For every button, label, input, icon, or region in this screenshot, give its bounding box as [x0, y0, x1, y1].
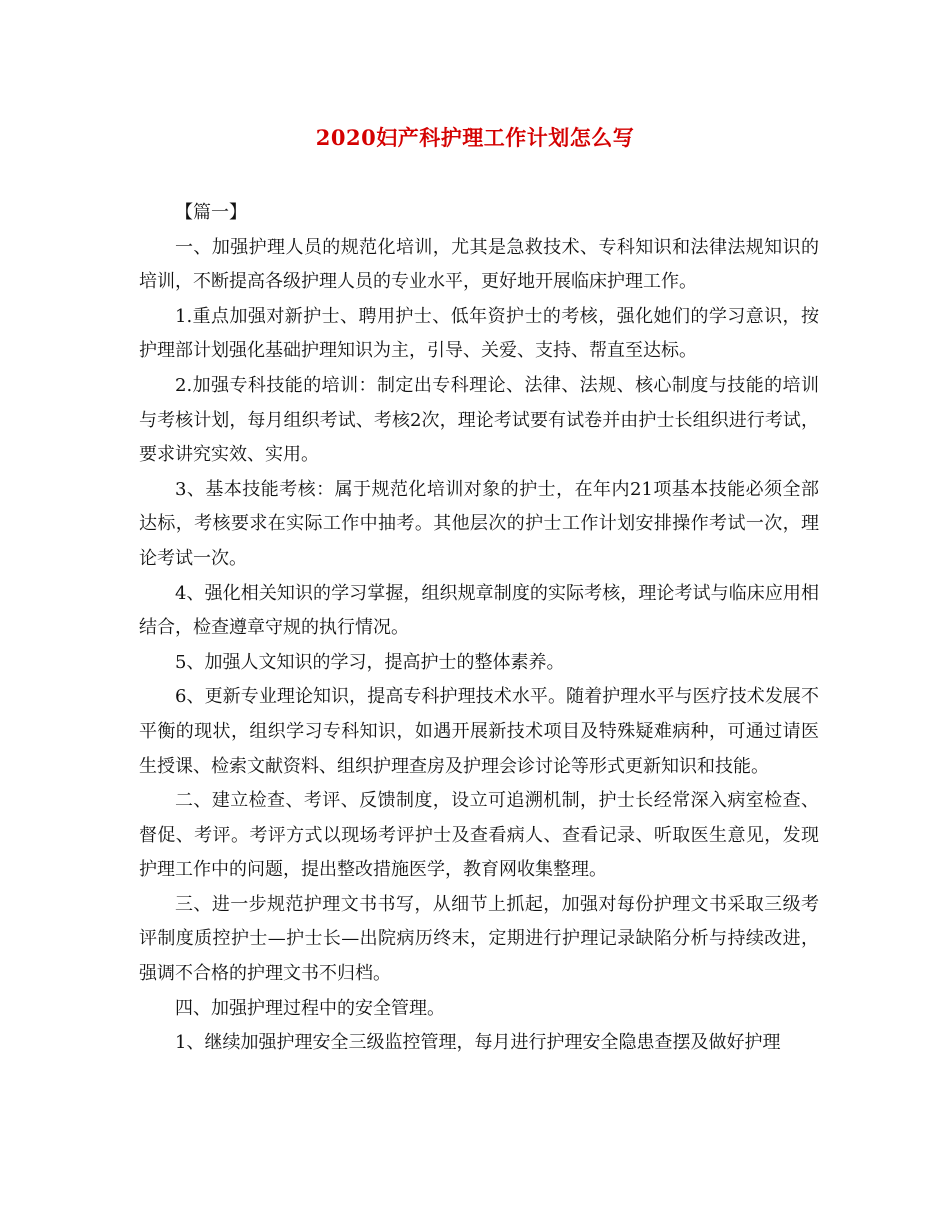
document-body [139, 196, 819, 1061]
paragraph: 三、进一步规范护理文书书写，从细节上抓起，加强对每份护理文书采取三级考评制度质控护士—护士长—出院病历终末，定期进行护理记录缺陷分析与持续改进，强调不合格的护理文书不归档。 [139, 893, 819, 985]
paragraph: 一、加强护理人员的规范化培训，尤其是急救技术、专科知识和法律法规知识的培训，不断提高各级护理人员的专业水平，更好地开展临床护理工作。 [139, 236, 819, 293]
paragraph: 2.加强专科技能的培训：制定出专科理论、法律、法规、核心制度与技能的培训与考核计划，每月组织考试、考核2次，理论考试要有试卷并由护士长组织进行考试，要求讲究实效、实用。 [139, 374, 819, 466]
paragraph: 5、加强人文知识的学习，提高护士的整体素养。 [175, 651, 565, 673]
paragraph: 3、基本技能考核：属于规范化培训对象的护士，在年内21项基本技能必须全部达标，考核要求在实际工作中抽考。其他层次的护士工作计划安排操作考试一次，理论考试一次。 [139, 478, 819, 569]
document-title: 2020妇产科护理工作计划怎么写 [315, 125, 635, 150]
paragraph: 4、强化相关知识的学习掌握，组织规章制度的实际考核，理论考试与临床应用相结合，检查遵章守规的执行情况。 [139, 582, 819, 639]
paragraph: 二、建立检查、考评、反馈制度，设立可追溯机制，护士长经常深入病室检查、督促、考评。考评方式以现场考评护士及查看病人、查看记录、听取医生意见，发现护理工作中的问题，提出整改措施医学，教育网收集整理。 [139, 790, 819, 881]
section-heading: 【篇一】 [175, 202, 247, 223]
paragraph: 1、继续加强护理安全三级监控管理，每月进行护理安全隐患查摆及做好护理 [175, 1032, 781, 1054]
paragraph: 6、更新专业理论知识，提高专科护理技术水平。随着护理水平与医疗技术发展不平衡的现状，组织学习专科知识，如遇开展新技术项目及特殊疑难病种，可通过请医生授课、检索文献资料、组织护理查房及护理会诊讨论等形式更新知识和技能。 [139, 686, 819, 777]
paragraph: 1.重点加强对新护士、聘用护士、低年资护士的考核，强化她们的学习意识，按护理部计划强化基础护理知识为主，引导、关爱、支持、帮直至达标。 [139, 305, 819, 362]
paragraph: 四、加强护理过程中的安全管理。 [175, 997, 445, 1019]
